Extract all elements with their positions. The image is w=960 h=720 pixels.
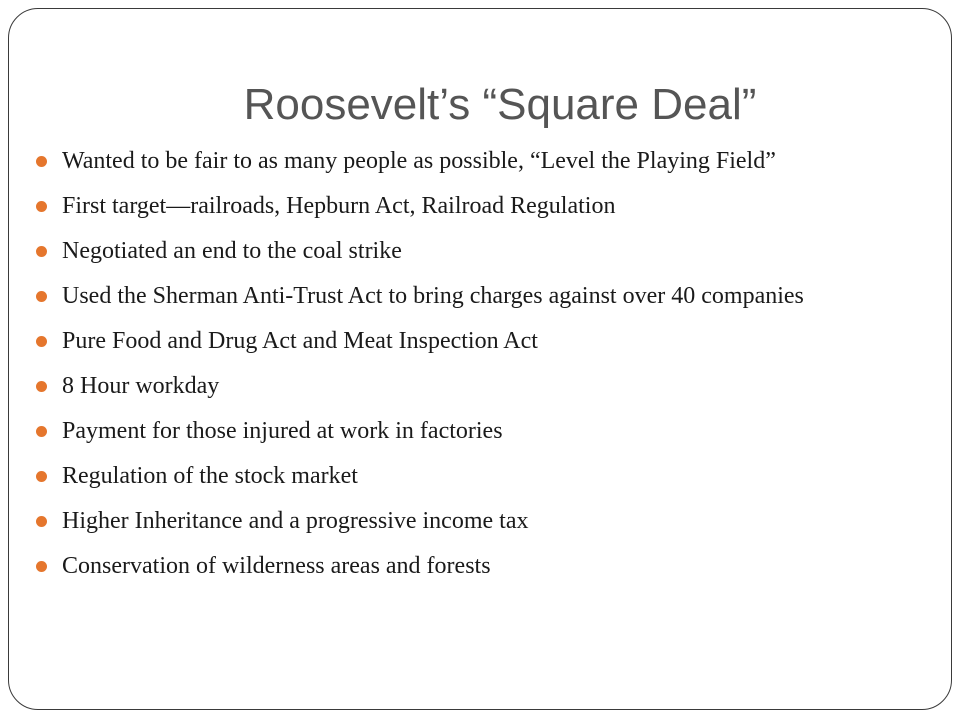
bullet-text: Payment for those injured at work in factories xyxy=(62,418,503,444)
bullet-text: Regulation of the stock market xyxy=(62,463,358,489)
bullet-list xyxy=(0,144,960,594)
list-item xyxy=(0,459,960,493)
bullet-text: First target—railroads, Hepburn Act, Railroad Regulation xyxy=(62,193,616,219)
bullet-text: Conservation of wilderness areas and forests xyxy=(62,553,491,579)
bullet-dot-icon xyxy=(36,426,47,437)
list-item xyxy=(0,279,960,313)
list-item xyxy=(0,189,960,223)
list-item xyxy=(0,324,960,358)
list-item xyxy=(0,144,960,178)
bullet-dot-icon xyxy=(36,471,47,482)
bullet-dot-icon xyxy=(36,156,47,167)
list-item xyxy=(0,369,960,403)
bullet-text: Negotiated an end to the coal strike xyxy=(62,238,402,264)
bullet-dot-icon xyxy=(36,201,47,212)
bullet-text: Used the Sherman Anti-Trust Act to bring charges against over 40 companies xyxy=(62,283,804,309)
bullet-text: 8 Hour workday xyxy=(62,373,220,399)
bullet-text: Higher Inheritance and a progressive income tax xyxy=(62,508,529,534)
list-item xyxy=(0,549,960,583)
list-item xyxy=(0,414,960,448)
slide-title: Roosevelt’s “Square Deal” xyxy=(243,80,757,129)
list-item xyxy=(0,504,960,538)
list-item xyxy=(0,234,960,268)
bullet-dot-icon xyxy=(36,561,47,572)
bullet-dot-icon xyxy=(36,516,47,527)
bullet-dot-icon xyxy=(36,336,47,347)
bullet-text: Wanted to be fair to as many people as possible, “Level the Playing Field” xyxy=(62,148,776,174)
bullet-dot-icon xyxy=(36,246,47,257)
bullet-dot-icon xyxy=(36,291,47,302)
bullet-text: Pure Food and Drug Act and Meat Inspection Act xyxy=(62,328,538,354)
bullet-dot-icon xyxy=(36,381,47,392)
